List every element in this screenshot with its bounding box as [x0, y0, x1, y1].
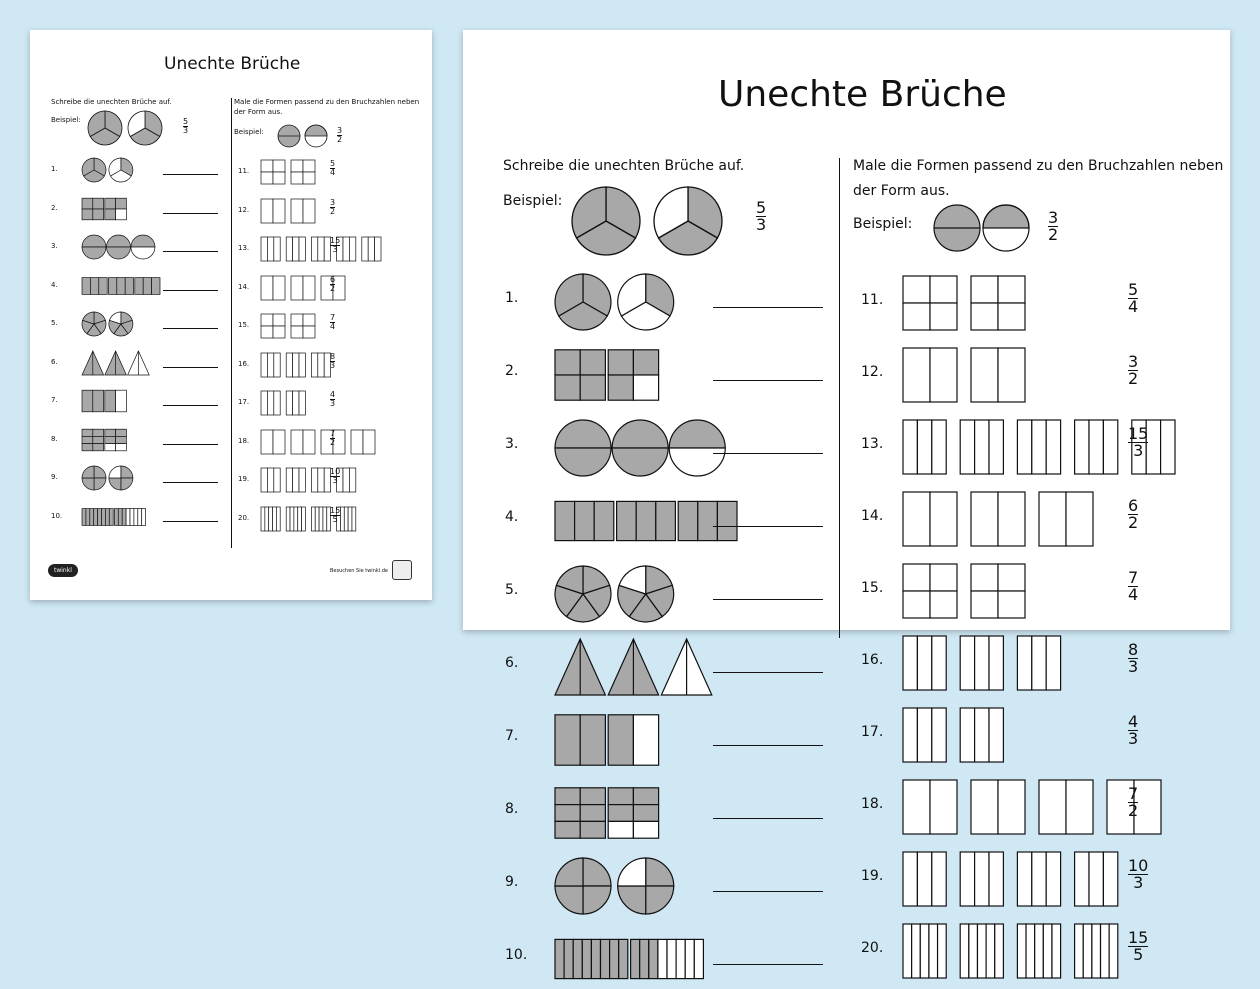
target-fraction [1128, 642, 1138, 675]
example-label: Beispiel: [853, 216, 913, 232]
problem-number: 5. [505, 582, 519, 598]
problem-number: 3. [51, 242, 58, 250]
fraction-numerator: 4 [330, 390, 336, 399]
answer-line[interactable] [163, 174, 218, 175]
fraction-numerator: 3 [1128, 352, 1139, 371]
target-fraction [330, 468, 340, 485]
fraction-numerator: 10 [1128, 856, 1149, 875]
problem-number: 1. [505, 290, 519, 306]
example-fraction [337, 127, 342, 144]
problem-number: 11. [861, 292, 884, 308]
target-fraction [330, 237, 340, 254]
target-fraction [1128, 930, 1148, 963]
problem-number: 9. [505, 874, 519, 890]
fraction-numerator: 6 [1128, 496, 1139, 515]
fraction-shapes [82, 428, 177, 454]
fraction-numerator: 3 [337, 126, 343, 135]
shapes-to-color[interactable] [903, 564, 1203, 620]
answer-line[interactable] [713, 891, 823, 892]
problem-number: 11. [238, 167, 250, 175]
fraction-denominator: 4 [330, 168, 336, 177]
fraction-numerator: 15 [330, 505, 341, 515]
problem-number: 14. [861, 508, 884, 524]
shapes-to-color[interactable] [903, 636, 1203, 692]
fraction-numerator: 3 [330, 197, 336, 207]
fraction-numerator: 6 [330, 274, 336, 284]
fraction-numerator: 3 [1048, 208, 1059, 227]
problem-number: 16. [861, 652, 884, 668]
worksheet-zoomed [463, 30, 1230, 964]
fraction-denominator: 2 [1128, 801, 1139, 820]
column-divider [839, 158, 840, 638]
shapes-to-color[interactable] [261, 314, 421, 340]
problem-number: 16. [238, 359, 250, 368]
fraction-numerator: 5 [756, 198, 767, 217]
fraction-denominator: 3 [332, 245, 338, 254]
target-fraction [1128, 858, 1148, 891]
shapes-to-color[interactable] [261, 507, 421, 533]
right-instruction-line1: Male die Formen passend zu den Bruchzahlen neben [234, 98, 420, 106]
fraction-denominator: 3 [332, 476, 338, 485]
problem-number: 10. [505, 947, 528, 963]
problem-number: 13. [238, 244, 250, 252]
problem-number: 1. [51, 165, 58, 173]
shapes-to-color[interactable] [903, 780, 1203, 836]
target-fraction [1128, 570, 1138, 603]
example-fraction [756, 200, 766, 233]
problem-number: 20. [238, 513, 250, 522]
answer-line[interactable] [163, 213, 218, 214]
example-shapes [570, 183, 740, 259]
problem-number: 6. [51, 357, 58, 366]
example-label: Beispiel: [234, 128, 264, 136]
left-instruction: Schreibe die unechten Brüche auf. [503, 158, 745, 174]
fraction-denominator: 5 [332, 514, 338, 524]
fraction-numerator: 7 [330, 313, 336, 322]
page-title: Unechte Brüche [164, 54, 301, 74]
fraction-shapes [555, 712, 755, 770]
fraction-denominator: 2 [330, 437, 336, 447]
problem-number: 13. [861, 436, 884, 452]
fraction-denominator: 3 [1133, 441, 1144, 460]
target-fraction [1128, 354, 1138, 387]
answer-line[interactable] [713, 599, 823, 600]
problem-number: 4. [51, 280, 58, 289]
fraction-denominator: 3 [330, 399, 336, 408]
fraction-shapes [555, 420, 755, 478]
worksheet-thumbnail [30, 30, 432, 600]
fraction-numerator: 10 [330, 467, 341, 476]
problem-number: 18. [861, 796, 884, 812]
problem-number: 2. [505, 363, 519, 379]
shapes-to-color[interactable] [903, 708, 1203, 764]
right-instruction-line2: der Form aus. [234, 108, 283, 116]
example-label: Beispiel: [51, 116, 81, 124]
answer-line[interactable] [713, 745, 823, 746]
shapes-to-color[interactable] [261, 430, 421, 456]
problem-number: 19. [238, 475, 250, 483]
answer-line[interactable] [713, 818, 823, 819]
fraction-shapes [555, 347, 755, 405]
shapes-to-color[interactable] [261, 468, 421, 494]
fraction-numerator: 7 [1128, 568, 1139, 587]
fraction-shapes [82, 312, 177, 338]
shapes-to-color[interactable] [903, 924, 1203, 980]
badge-icon [392, 560, 412, 580]
problem-number: 15. [238, 321, 250, 329]
example-half-circles [277, 123, 333, 151]
twinkl-logo: twinkl [48, 564, 78, 577]
target-fraction [330, 276, 335, 293]
answer-line[interactable] [713, 526, 823, 527]
fraction-numerator: 5 [330, 159, 336, 168]
fraction-denominator: 4 [1128, 585, 1139, 604]
target-fraction [1128, 426, 1148, 459]
problem-number: 8. [505, 801, 519, 817]
shapes-to-color[interactable] [903, 492, 1203, 548]
shapes-to-color[interactable] [261, 276, 421, 302]
shapes-to-color[interactable] [903, 420, 1203, 476]
answer-line[interactable] [713, 672, 823, 673]
problem-number: 17. [861, 724, 884, 740]
example-shapes [88, 110, 168, 150]
answer-line[interactable] [713, 380, 823, 381]
target-fraction [1128, 714, 1138, 747]
target-fraction [330, 353, 335, 370]
left-instruction: Schreibe die unechten Brüche auf. [51, 98, 172, 106]
problem-number: 2. [51, 203, 58, 212]
shapes-to-color[interactable] [261, 160, 421, 186]
answer-line[interactable] [163, 328, 218, 329]
problem-number: 5. [51, 319, 58, 327]
fraction-shapes [555, 931, 755, 989]
shapes-to-color[interactable] [261, 391, 421, 417]
example-half-circles [933, 204, 1033, 256]
problem-number: 7. [51, 396, 58, 404]
fraction-numerator: 5 [183, 117, 189, 126]
answer-line[interactable] [713, 964, 823, 965]
target-fraction [330, 430, 335, 447]
problem-number: 18. [238, 436, 250, 445]
target-fraction [330, 314, 335, 331]
fraction-denominator: 3 [1128, 657, 1139, 676]
fraction-denominator: 3 [1128, 729, 1139, 748]
fraction-shapes [82, 389, 177, 415]
problem-number: 9. [51, 473, 58, 481]
fraction-denominator: 4 [330, 322, 336, 331]
example-label: Beispiel: [503, 193, 563, 209]
problem-number: 14. [238, 282, 250, 291]
answer-line[interactable] [163, 405, 218, 406]
fraction-denominator: 2 [337, 135, 343, 144]
fraction-numerator: 5 [1128, 280, 1139, 299]
target-fraction [330, 391, 335, 408]
fraction-denominator: 5 [1133, 945, 1144, 964]
problem-number: 8. [51, 434, 58, 443]
column-divider [231, 98, 232, 548]
fraction-denominator: 4 [1128, 297, 1139, 316]
target-fraction [1128, 786, 1138, 819]
fraction-denominator: 3 [183, 126, 189, 135]
fraction-numerator: 4 [1128, 712, 1139, 731]
shapes-to-color[interactable] [903, 348, 1203, 404]
problem-number: 20. [861, 940, 884, 956]
problem-number: 19. [861, 868, 884, 884]
fraction-shapes [82, 505, 177, 531]
answer-line[interactable] [163, 251, 218, 252]
shapes-to-color[interactable] [261, 199, 421, 225]
right-instruction-line2: der Form aus. [853, 183, 950, 199]
target-fraction [1128, 282, 1138, 315]
fraction-shapes [555, 639, 755, 697]
problem-number: 3. [505, 436, 519, 452]
fraction-shapes [82, 351, 177, 377]
shapes-to-color[interactable] [903, 276, 1203, 332]
fraction-denominator: 2 [1048, 225, 1059, 244]
fraction-numerator: 7 [1128, 784, 1139, 803]
fraction-numerator: 15 [330, 236, 341, 245]
answer-line[interactable] [713, 453, 823, 454]
fraction-denominator: 2 [330, 283, 336, 293]
answer-line[interactable] [163, 444, 218, 445]
fraction-denominator: 2 [1128, 369, 1139, 388]
fraction-shapes [82, 158, 177, 184]
answer-line[interactable] [713, 307, 823, 308]
problem-number: 7. [505, 728, 519, 744]
fraction-denominator: 2 [330, 206, 336, 216]
shapes-to-color[interactable] [261, 237, 421, 263]
fraction-numerator: 8 [330, 351, 336, 361]
problem-number: 15. [861, 580, 884, 596]
right-instruction-line1: Male die Formen passend zu den Bruchzahlen neben [853, 158, 1224, 174]
answer-line[interactable] [163, 290, 218, 291]
fraction-shapes [82, 235, 177, 261]
problem-number: 12. [238, 205, 250, 214]
fraction-numerator: 15 [1128, 424, 1149, 443]
fraction-shapes [555, 785, 755, 843]
fraction-denominator: 3 [756, 215, 767, 234]
example-fraction [183, 118, 188, 135]
target-fraction [330, 199, 335, 216]
target-fraction [330, 507, 340, 524]
fraction-denominator: 3 [1133, 873, 1144, 892]
fraction-numerator: 15 [1128, 928, 1149, 947]
fraction-shapes [555, 493, 755, 551]
fraction-shapes [82, 197, 177, 223]
target-fraction [1128, 498, 1138, 531]
problem-number: 10. [51, 511, 63, 520]
footer-text: Besuchen Sie twinkl.de [330, 568, 388, 574]
page-title: Unechte Brüche [718, 74, 1007, 115]
answer-line[interactable] [163, 482, 218, 483]
shapes-to-color[interactable] [903, 852, 1203, 908]
answer-line[interactable] [163, 367, 218, 368]
fraction-shapes [555, 274, 755, 332]
fraction-numerator: 8 [1128, 640, 1139, 659]
fraction-denominator: 3 [330, 360, 336, 370]
answer-line[interactable] [163, 521, 218, 522]
example-fraction [1048, 210, 1058, 243]
problem-number: 17. [238, 398, 250, 406]
shapes-to-color[interactable] [261, 353, 421, 379]
target-fraction [330, 160, 335, 177]
fraction-shapes [82, 274, 177, 300]
problem-number: 12. [861, 364, 884, 380]
fraction-shapes [555, 566, 755, 624]
problem-number: 6. [505, 655, 519, 671]
problem-number: 4. [505, 509, 519, 525]
fraction-denominator: 2 [1128, 513, 1139, 532]
fraction-shapes [555, 858, 755, 916]
fraction-numerator: 7 [330, 428, 336, 438]
fraction-shapes [82, 466, 177, 492]
